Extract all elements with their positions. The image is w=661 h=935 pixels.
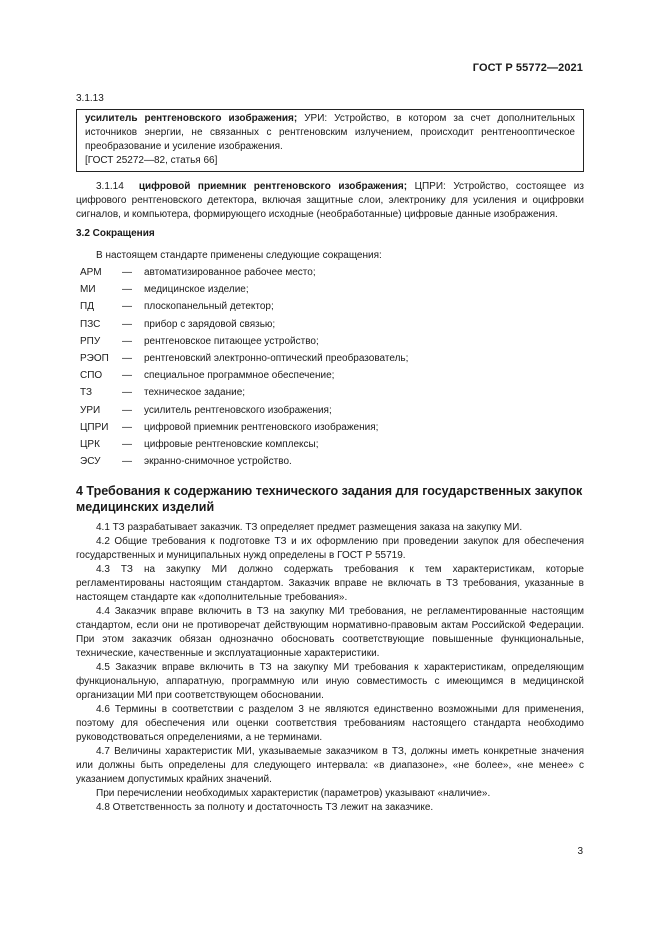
abbreviation: ЭСУ xyxy=(80,456,101,468)
abbreviation: РЭОП xyxy=(80,353,109,365)
quoted-definition-box xyxy=(76,109,584,172)
abbreviation-meaning: медицинское изделие; xyxy=(144,284,249,296)
paragraph: 4.1 ТЗ разрабатывает заказчик. ТЗ определяет предмет размещения заказа на закупку МИ. xyxy=(96,522,523,533)
paragraph: 4.6 Термины в соответствии с разделом 3 не являются единственно возможными для применения, поэтому для обеспечения или оценки соответствия требованиям настоящего стандарта необходимо руководствоваться определениями, а не терминами. xyxy=(76,704,584,743)
term-definition: ЦПРИ: Устройство, состоящее из цифрового рентгеновского детектора, включая защитные слои, электронику для усиления и оцифровки сигналов, и компьютера, формирующего исходные (необработанные) цифровые данные изображения. xyxy=(76,181,584,220)
dash: — xyxy=(122,284,132,296)
section-4-body xyxy=(76,521,584,815)
abbreviation-row xyxy=(76,419,584,436)
abbreviation-meaning: цифровой приемник рентгеновского изображения; xyxy=(144,421,379,433)
section-4-title: 4 Требования к содержанию технического задания для государственных закупок медицинских изделий xyxy=(76,484,583,514)
dash: — xyxy=(122,267,132,278)
abbreviation: УРИ xyxy=(80,404,101,416)
paragraph: 4.4 Заказчик вправе включить в ТЗ на закупку МИ требования, не регламентированные настоящим стандартом, если они не противоречат действующим нормативно-правовым актам Российской Федерации. При этом заказчик обязан однозначно обосновать соответствующие повышенные функциональные, технические, качественные и эксплуатационные характеристики. xyxy=(76,606,584,659)
abbreviation-row xyxy=(76,436,584,453)
section-3-2-title: 3.2 Сокращения xyxy=(76,228,155,239)
abbreviation-meaning: рентгеновское питающее устройство; xyxy=(144,335,319,347)
term: цифровой приемник рентгеновского изображения; xyxy=(138,181,408,192)
abbreviation-meaning: экранно-снимочное устройство. xyxy=(144,456,292,468)
abbreviations-list xyxy=(76,264,584,470)
abbreviation-row xyxy=(76,281,584,298)
abbreviation-meaning: цифровые рентгеновские комплексы; xyxy=(144,439,319,451)
clause-number: 3.1.13 xyxy=(76,93,104,104)
abbreviation-row xyxy=(76,402,584,419)
page-number: 3 xyxy=(577,846,583,857)
abbreviation-row xyxy=(76,264,584,281)
dash: — xyxy=(122,404,132,416)
abbreviation-meaning: специальное программное обеспечение; xyxy=(144,370,335,382)
paragraph: 4.7 Величины характеристик МИ, указываемые заказчиком в ТЗ, должны иметь конкретные значения или должны быть определены для следующего интервала: «в диапазоне», «не более», «не менее» с указанием допустимых крайних значений. xyxy=(76,746,584,785)
definition-3-1-14 xyxy=(76,180,584,222)
term-definition: УРИ: Устройство, в котором за счет дополнительных источников энергии, не связанных с рентгеновским излучением, происходит рентгенооптическое преобразование и усиление изображения. xyxy=(85,113,575,152)
abbreviation-meaning: рентгеновский электронно-оптический преобразователь; xyxy=(144,353,409,365)
dash: — xyxy=(122,439,132,451)
abbreviation-row xyxy=(76,384,584,401)
abbreviation: ЦРК xyxy=(80,439,100,451)
dash: — xyxy=(122,370,132,382)
dash: — xyxy=(122,335,132,347)
dash: — xyxy=(122,421,132,433)
abbreviation-row xyxy=(76,453,584,470)
abbreviation-row xyxy=(76,333,584,350)
definition-3-1-13 xyxy=(76,92,584,172)
source-reference: [ГОСТ 25272—82, статья 66] xyxy=(85,155,218,166)
abbreviation-meaning: автоматизированное рабочее место; xyxy=(144,267,316,278)
abbreviation-row xyxy=(76,316,584,333)
abbreviation: МИ xyxy=(80,284,96,296)
dash: — xyxy=(122,456,132,468)
abbreviation-meaning: техническое задание; xyxy=(144,387,246,399)
abbreviation-row xyxy=(76,350,584,367)
dash: — xyxy=(122,318,132,330)
abbreviation: СПО xyxy=(80,370,103,382)
abbreviation: ЦПРИ xyxy=(80,421,109,433)
paragraph: 4.3 ТЗ на закупку МИ должно содержать требования к тем характеристикам, которые регламентированы настоящим стандартом. Заказчик вправе не включать в ТЗ требования, указанные в настоящем стандарте как «дополнительные требования». xyxy=(76,564,584,603)
abbreviation-row xyxy=(76,367,584,384)
abbreviation: АРМ xyxy=(80,267,102,278)
dash: — xyxy=(122,301,132,313)
paragraph: 4.5 Заказчик вправе включить в ТЗ на закупку МИ требования к характеристикам, определяющим функциональную, аппаратную, программную или иную совместимость с имеющимся в медицинской организации МИ при соответствующем обосновании. xyxy=(76,662,584,701)
abbreviation: ПД xyxy=(80,301,94,313)
abbreviation-row xyxy=(76,298,584,315)
abbreviation: ПЗС xyxy=(80,318,101,330)
dash: — xyxy=(122,387,132,399)
document-id-header: ГОСТ Р 55772—2021 xyxy=(472,62,583,74)
abbreviation: ТЗ xyxy=(80,387,93,399)
intro-text: В настоящем стандарте применены следующие сокращения: xyxy=(96,250,382,261)
abbreviation: РПУ xyxy=(80,335,101,347)
abbreviation-meaning: плоскопанельный детектор; xyxy=(144,301,274,313)
clause-number: 3.1.14 xyxy=(96,181,124,192)
abbreviations-intro xyxy=(76,249,584,263)
abbreviation-meaning: усилитель рентгеновского изображения; xyxy=(144,404,332,416)
paragraph: При перечислении необходимых характеристик (параметров) указывают «наличие». xyxy=(96,788,491,799)
abbreviation-meaning: прибор с зарядовой связью; xyxy=(144,318,276,330)
paragraph: 4.2 Общие требования к подготовке ТЗ и их оформлению при проведении закупок для обеспечения государственных и муниципальных нужд определены в ГОСТ Р 55719. xyxy=(76,536,584,561)
dash: — xyxy=(122,353,132,365)
term: усилитель рентгеновского изображения; xyxy=(85,113,298,124)
paragraph: 4.8 Ответственность за полноту и достаточность ТЗ лежит на заказчике. xyxy=(96,802,434,813)
